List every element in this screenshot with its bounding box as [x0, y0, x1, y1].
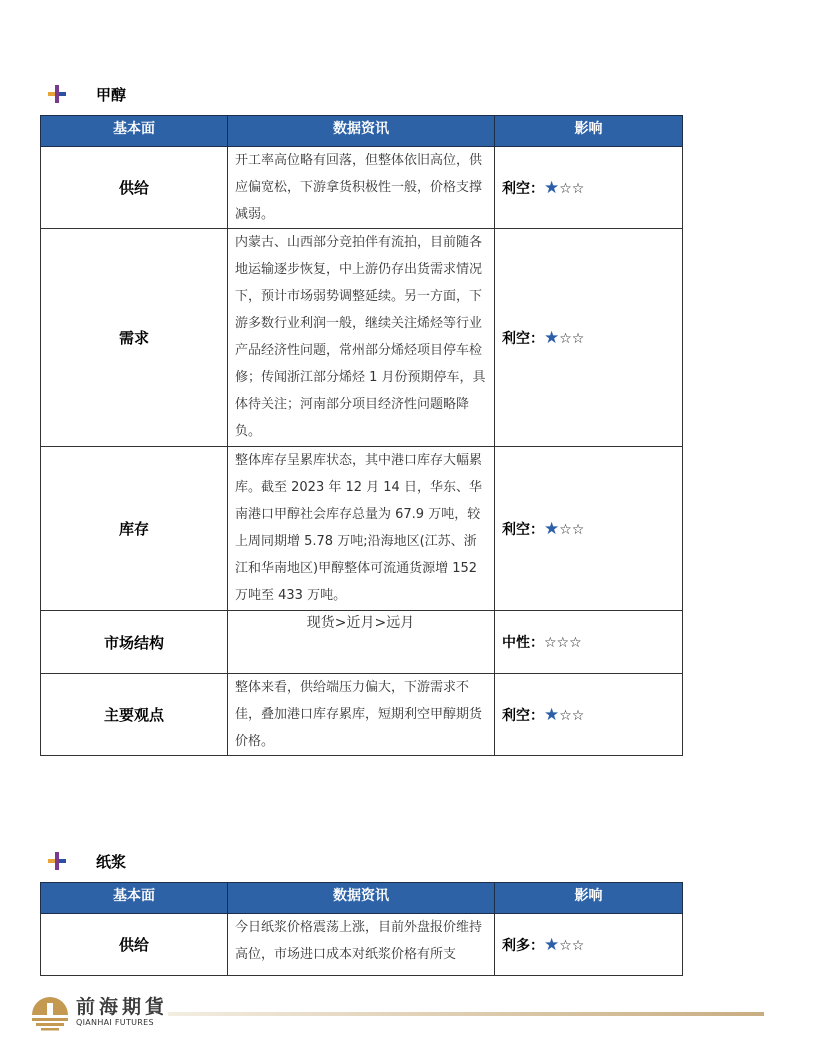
star-empty-icon: ☆☆☆: [544, 635, 582, 651]
brand-name-cn: 前海期貨: [76, 996, 169, 1018]
qianhai-logo-icon: [30, 993, 70, 1031]
star-empty-icon: ☆☆: [559, 937, 585, 954]
impact-cell: [495, 229, 683, 447]
table-header-row: [41, 116, 683, 147]
factor-cell: 市场结构: [41, 611, 228, 674]
star-filled-icon: ★: [544, 177, 560, 198]
factor-cell: 需求: [41, 229, 228, 447]
footer-logo: [30, 992, 168, 1032]
star-filled-icon: ★: [544, 704, 560, 725]
impact-cell: [495, 447, 683, 611]
info-cell: 开工率高位略有回落，但整体依旧高位，供应偏宽松，下游拿货积极性一般，价格支撑减弱。: [228, 147, 495, 229]
impact-label: 利空：: [502, 707, 544, 724]
table-row: [41, 914, 683, 976]
table-row: [41, 147, 683, 229]
star-filled-icon: ★: [544, 934, 560, 955]
column-header-factor: 基本面: [41, 883, 228, 914]
table-row: [41, 229, 683, 447]
factor-cell: 库存: [41, 447, 228, 611]
impact-label: 利空：: [502, 330, 544, 347]
brand-name-en: QIANHAI FUTURES: [76, 1018, 154, 1027]
star-filled-icon: ★: [544, 327, 560, 348]
impact-cell: [495, 674, 683, 756]
table-row: [41, 447, 683, 611]
info-cell: 现货>近月>远月: [228, 611, 495, 674]
pulp-table: [40, 882, 683, 976]
column-header-info: 数据资讯: [228, 116, 495, 147]
info-cell: 今日纸浆价格震荡上涨，目前外盘报价维持高位，市场进口成本对纸浆价格有所支: [228, 914, 495, 976]
impact-cell: [495, 147, 683, 229]
impact-label: 中性：: [502, 635, 544, 651]
star-empty-icon: ☆☆: [559, 521, 585, 538]
star-empty-icon: ☆☆: [559, 707, 585, 724]
star-filled-icon: ★: [544, 518, 560, 539]
star-empty-icon: ☆☆: [559, 180, 585, 197]
info-cell: 整体来看，供给端压力偏大，下游需求不佳，叠加港口库存累库，短期利空甲醇期货价格。: [228, 674, 495, 756]
table-row: [41, 611, 683, 674]
impact-cell: [495, 611, 683, 674]
footer-divider: [168, 1012, 764, 1016]
section-header-methanol: [48, 84, 126, 104]
impact-cell: [495, 914, 683, 976]
column-header-info: 数据资讯: [228, 883, 495, 914]
impact-label: 利空：: [502, 521, 544, 538]
column-header-impact: 影响: [495, 883, 683, 914]
impact-label: 利空：: [502, 180, 544, 197]
section-title: 甲醇: [96, 85, 127, 104]
impact-label: 利多：: [502, 937, 544, 954]
table-row: [41, 674, 683, 756]
bullet-icon: [48, 85, 66, 103]
star-empty-icon: ☆☆: [559, 330, 585, 347]
column-header-factor: 基本面: [41, 116, 228, 147]
info-cell: 整体库存呈累库状态，其中港口库存大幅累库。截至 2023 年 12 月 14 日，华东、华南港口甲醇社会库存总量为 67.9 万吨，较上周同期增 5.78 万吨;沿海地区(江苏、浙江和华南地区)甲醇整体可流通货源增 152 万吨至 433 万吨。: [228, 447, 495, 611]
factor-cell: 主要观点: [41, 674, 228, 756]
factor-cell: 供给: [41, 147, 228, 229]
bullet-icon: [48, 852, 66, 870]
methanol-table: [40, 115, 683, 756]
column-header-impact: 影响: [495, 116, 683, 147]
factor-cell: 供给: [41, 914, 228, 976]
info-cell: 内蒙古、山西部分竞拍伴有流拍，目前随各地运输逐步恢复，中上游仍存出货需求情况下，预计市场弱势调整延续。另一方面，下游多数行业利润一般，继续关注烯烃等行业产品经济性问题，常州部分烯烃项目停车检修；传闻浙江部分烯烃 1 月份预期停车，具体待关注；河南部分项目经济性问题略降负。: [228, 229, 495, 447]
section-title: 纸浆: [96, 852, 127, 871]
section-header-pulp: [48, 851, 126, 871]
table-header-row: [41, 883, 683, 914]
